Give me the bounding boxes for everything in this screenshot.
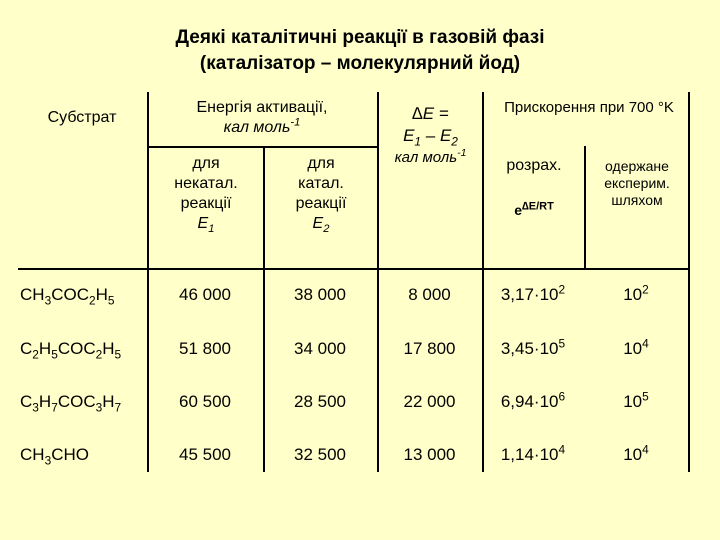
calculated-acceleration	[482, 284, 584, 305]
delta-e-header: ∆E = $E_1 - E_2$ кал моль$^{-1}$	[394, 104, 467, 166]
e1-value	[147, 284, 263, 305]
formula-part: H	[38, 339, 52, 358]
formula-part: H	[95, 285, 108, 304]
delta-e-value-text: 22 000	[403, 392, 456, 411]
catalysed-header: для катал. реакції $E_2$	[295, 155, 347, 236]
e1-value	[147, 391, 263, 412]
title-line-2: (каталізатор – молекулярний йод)	[199, 53, 521, 74]
calculated-acceleration-text: 3,17·10	[500, 285, 559, 304]
experimental-acceleration-exponent: 2	[642, 282, 649, 297]
formula-part: H	[102, 339, 115, 358]
experimental-acceleration-exponent: 4	[642, 442, 649, 457]
header-bottom-rule	[18, 268, 689, 270]
formula-part: COC	[57, 392, 96, 411]
e2-value	[263, 444, 377, 465]
col-divider-4	[482, 92, 484, 472]
experimental-acceleration-text: 10	[623, 339, 643, 358]
experimental-acceleration	[584, 284, 688, 305]
e1-value-text: 51 800	[179, 339, 231, 358]
calculated-acceleration-text: 1,14·10	[500, 445, 559, 464]
substrate-header: Субстрат	[47, 109, 117, 126]
experimental-acceleration-text: 10	[623, 445, 643, 464]
calculated-acceleration-exponent: 2	[558, 282, 566, 297]
formula-part: CH	[20, 445, 45, 464]
formula-subscript: 3	[95, 400, 103, 415]
experimental-acceleration-text: 10	[623, 392, 643, 411]
calculated-acceleration-exponent: 6	[558, 389, 566, 404]
formula-part: H	[102, 392, 115, 411]
formula-part: CH	[20, 285, 45, 304]
formula-part: COC	[57, 339, 96, 358]
header-rule	[147, 146, 377, 148]
formula-subscript: 2	[95, 347, 103, 362]
substrate-formula	[20, 284, 146, 308]
delta-e-value-text: 13 000	[403, 445, 456, 464]
experimental-acceleration	[584, 444, 688, 465]
e1-value-text: 60 500	[179, 392, 231, 411]
formula-part: C	[20, 339, 33, 358]
substrate-formula	[20, 338, 146, 362]
e1-value	[147, 444, 263, 465]
experimental-acceleration-exponent: 4	[642, 336, 649, 351]
e2-value-text: 28 500	[294, 392, 346, 411]
experimental-acceleration-text: 10	[623, 285, 643, 304]
calculated-acceleration-text: 3,45·10	[500, 339, 559, 358]
title-line-1: Деякі каталітичні реакції в газовій фазі	[175, 27, 545, 48]
delta-e-value-text: 17 800	[403, 339, 456, 358]
e2-value-text: 38 000	[294, 285, 346, 304]
formula-subscript: 5	[114, 347, 122, 362]
formula-subscript: 5	[51, 347, 58, 362]
calculated-acceleration-exponent: 4	[558, 442, 566, 457]
uncatalysed-header: для некатал. реакції $E_1$	[174, 155, 238, 236]
e1-value-text: 46 000	[179, 285, 231, 304]
substrate-formula	[20, 391, 146, 415]
delta-e-value	[377, 391, 482, 412]
e2-value	[263, 338, 377, 359]
exponent-formula: $e^{\Delta E/RT}$	[514, 200, 554, 218]
formula-subscript: 7	[114, 400, 122, 415]
e2-value	[263, 391, 377, 412]
col-divider-6	[688, 92, 690, 472]
formula-part: COC	[51, 285, 89, 304]
experimental-acceleration-exponent: 5	[642, 389, 649, 404]
col-divider-1	[147, 92, 149, 472]
formula-subscript: 5	[107, 293, 115, 308]
formula-subscript: 2	[88, 293, 96, 308]
delta-e-value-text: 8 000	[408, 285, 451, 304]
calculated-acceleration-text: 6,94·10	[500, 392, 559, 411]
formula-subscript: 3	[44, 293, 52, 308]
calculated-header: розрах.	[506, 157, 562, 174]
e1-value-text: 45 500	[179, 445, 231, 464]
formula-subscript: 3	[32, 400, 39, 415]
formula-subscript: 2	[32, 347, 39, 362]
e1-value	[147, 338, 263, 359]
calculated-acceleration	[482, 338, 584, 359]
acceleration-header: Прискорення при 700 °K	[504, 99, 674, 116]
calculated-acceleration-exponent: 5	[558, 336, 566, 351]
calculated-acceleration	[482, 444, 584, 465]
activation-energy-header: Енергія активації, кал моль$^{-1}$	[196, 99, 328, 136]
e2-value-text: 34 000	[294, 339, 346, 358]
formula-part: C	[20, 392, 33, 411]
e2-value-text: 32 500	[294, 445, 346, 464]
formula-subscript: 7	[51, 400, 58, 415]
formula-subscript: 3	[44, 453, 52, 468]
e2-value	[263, 284, 377, 305]
experimental-acceleration	[584, 391, 688, 412]
experimental-acceleration	[584, 338, 688, 359]
delta-e-value	[377, 338, 482, 359]
formula-part: CHO	[51, 445, 89, 464]
experimental-header: одержане експерим. шляхом	[604, 158, 670, 208]
delta-e-value	[377, 284, 482, 305]
formula-part: H	[38, 392, 52, 411]
substrate-formula	[20, 444, 146, 468]
calculated-acceleration	[482, 391, 584, 412]
delta-e-value	[377, 444, 482, 465]
